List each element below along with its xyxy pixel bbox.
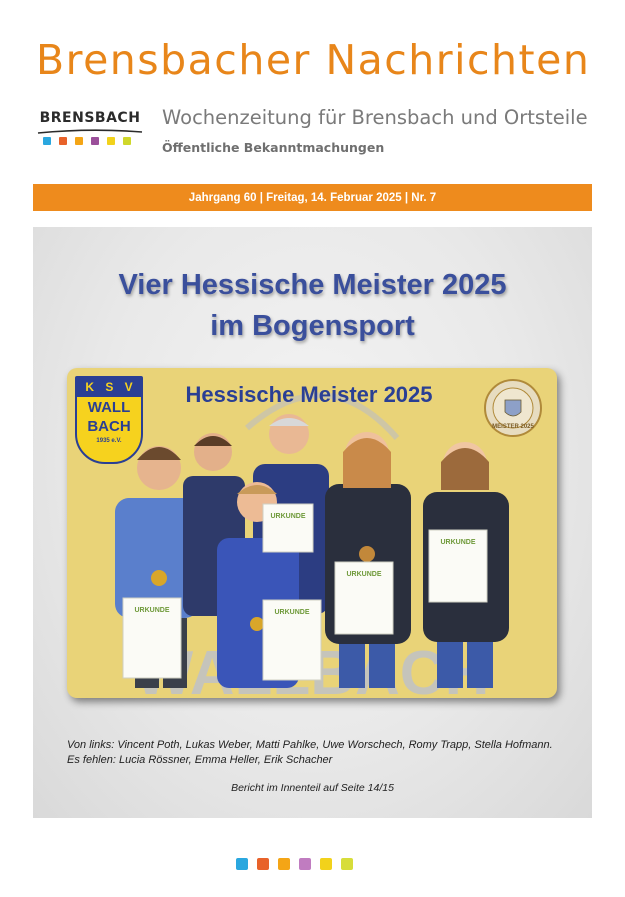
footer-dot-3: [278, 858, 290, 870]
svg-text:URKUNDE: URKUNDE: [274, 609, 310, 616]
certificate-4: [335, 562, 393, 634]
issue-info-bar: [33, 184, 592, 211]
official-notices-label: Öffentliche Bekanntmachungen: [162, 140, 385, 155]
logo-color-dots: [43, 137, 131, 145]
headline-line-2: im Bogensport: [210, 310, 415, 342]
ksv-wallbach-logo: [75, 376, 143, 464]
svg-text:URKUNDE: URKUNDE: [270, 513, 306, 520]
issue-info-text: Jahrgang 60 | Freitag, 14. Februar 2025 | Nr. 7: [188, 191, 437, 204]
logo-dot-3: [75, 137, 83, 145]
logo-dot-5: [107, 137, 115, 145]
svg-text:URKUNDE: URKUNDE: [134, 607, 170, 614]
champion-seal-icon: [483, 378, 543, 438]
ksv-logo-year: 1935 e.V.: [96, 438, 122, 444]
svg-text:URKUNDE: URKUNDE: [440, 539, 476, 546]
brensbach-logo: [34, 110, 146, 156]
team-photo: [67, 368, 557, 698]
certificate-1: [123, 598, 181, 678]
headline-line-1: Vier Hessische Meister 2025: [118, 269, 507, 301]
cover-headline: [33, 265, 592, 347]
logo-dot-4: [91, 137, 99, 145]
cover-poster: [33, 227, 592, 818]
report-reference: Bericht im Innenteil auf Seite 14/15: [231, 782, 394, 794]
certificate-2: [263, 600, 321, 680]
logo-dot-2: [59, 137, 67, 145]
ksv-logo-top: K S V: [77, 378, 141, 397]
ksv-logo-name-1: WALL: [87, 399, 131, 416]
photo-banner-title: Hessische Meister 2025: [185, 382, 433, 407]
footer-dot-4: [299, 858, 311, 870]
newspaper-masthead: Brensbacher Nachrichten: [36, 36, 591, 84]
footer-dot-6: [341, 858, 353, 870]
footer-dot-2: [257, 858, 269, 870]
logo-wordmark: BRENSBACH: [39, 110, 141, 126]
photo-caption: Von links: Vincent Poth, Lukas Weber, Matti Pahlke, Uwe Worschech, Romy Trapp, Stella Hofmann. Es fehlen: Lucia Rössner, Emma Heller, Erik Schacher: [67, 739, 553, 766]
ksv-logo-name-2: BACH: [87, 418, 131, 435]
logo-swoosh-icon: [36, 128, 144, 136]
newspaper-subtitle: Wochenzeitung für Brensbach und Ortsteile: [162, 106, 588, 129]
certificate-3: [263, 504, 313, 552]
footer-color-dots: [236, 858, 353, 870]
svg-text:MEISTER 2025: MEISTER 2025: [492, 424, 534, 430]
footer-dot-1: [236, 858, 248, 870]
logo-dot-6: [123, 137, 131, 145]
footer-dot-5: [320, 858, 332, 870]
logo-dot-1: [43, 137, 51, 145]
certificate-5: [429, 530, 487, 602]
svg-text:URKUNDE: URKUNDE: [346, 571, 382, 578]
